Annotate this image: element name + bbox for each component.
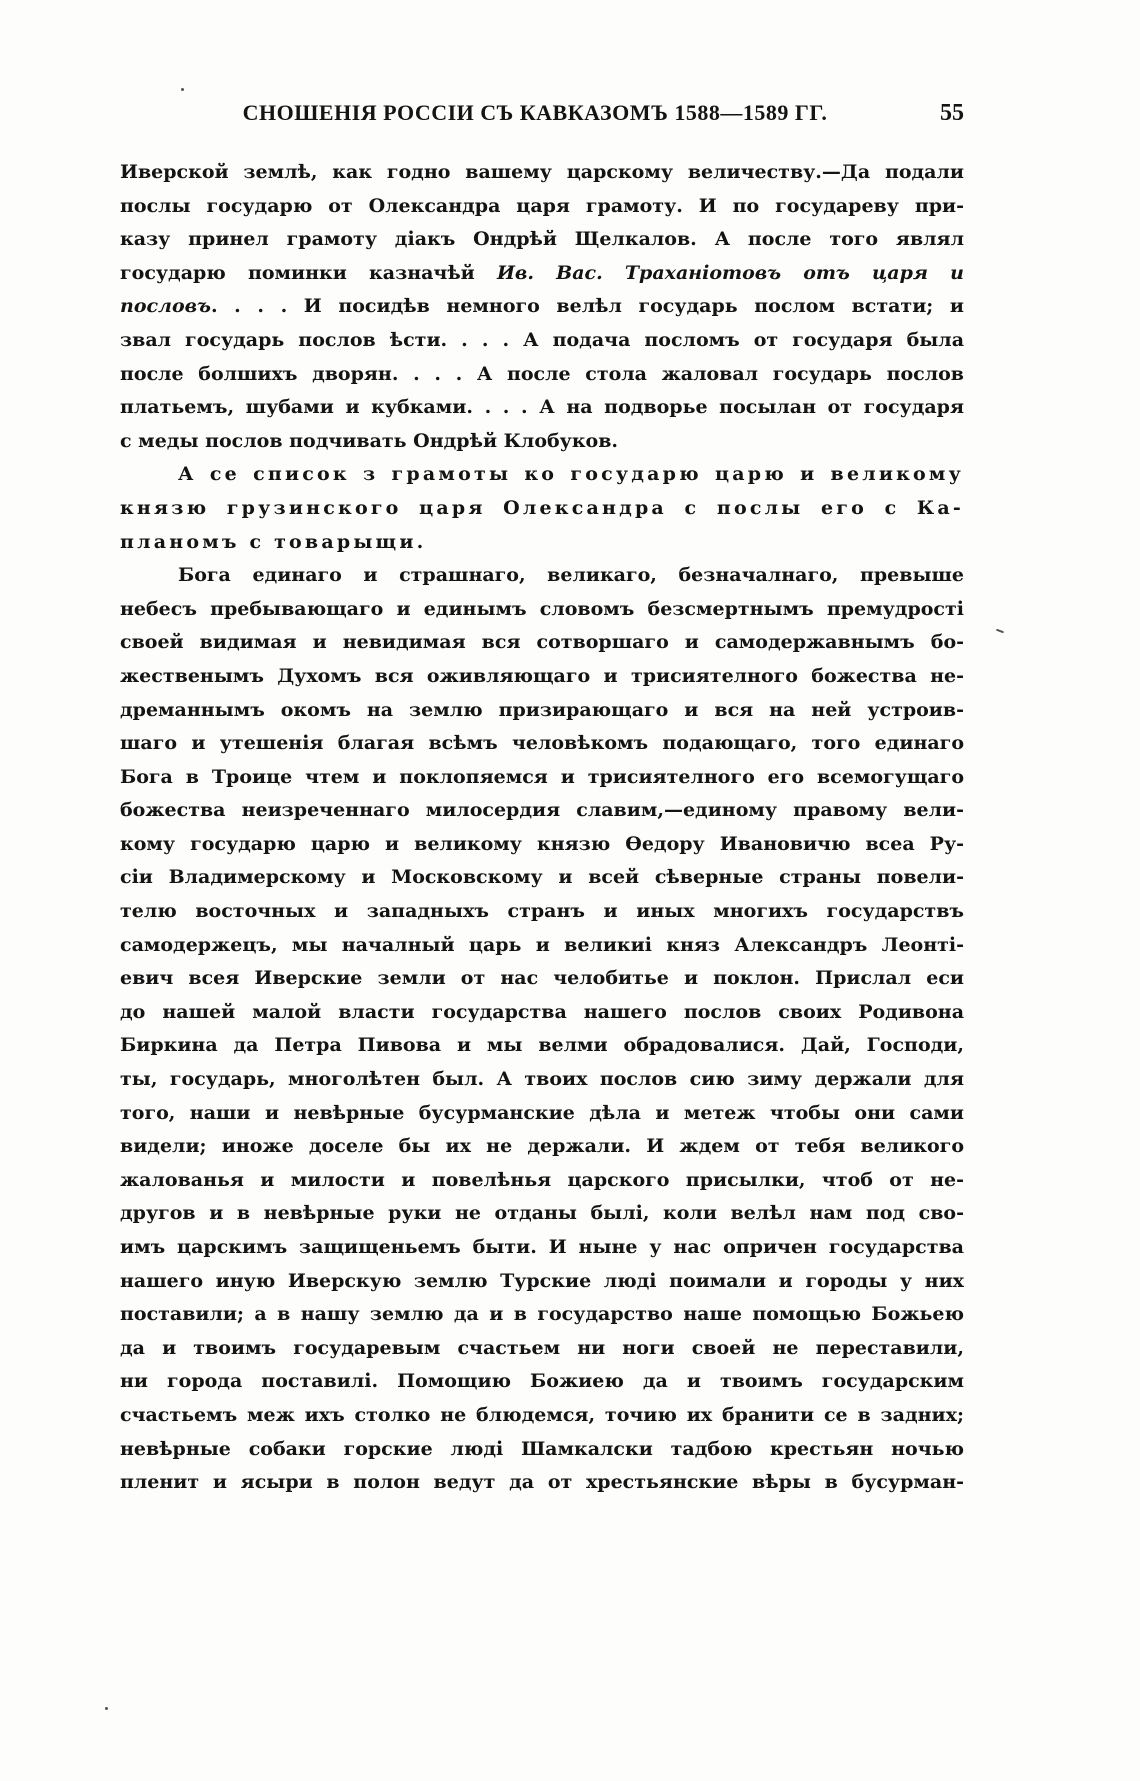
text-line: Биркина да Петра Пивова и мы велми обрадовалися. Дай, Господи, <box>120 1034 964 1057</box>
text-line: жественымъ Духомъ вся оживляющаго и трисиятелного божества не- <box>120 664 964 687</box>
text-line: дреманнымъ окомъ на землю призирающаго и вся на ней устроив- <box>120 698 964 721</box>
text-line: да и твоимъ государевым счастьем ни ноги своей не переставили, <box>120 1336 964 1359</box>
text-line: после болшихъ дворян. . . . А после стола жаловал государь послов <box>120 362 964 385</box>
print-speck <box>996 629 1004 634</box>
document-heading-line: князю грузинского царя Олександра с послы его с Ка- <box>120 496 964 519</box>
running-title: СНОШЕНІЯ РОССІИ СЪ КАВКАЗОМЪ 1588—1589 ГГ. <box>242 100 828 125</box>
document-heading-line: планомъ с товарыщи. <box>120 530 427 553</box>
text-line: Иверской землѣ, как годно вашему царскому величеству.—Да подали <box>120 161 964 183</box>
text-line: видели; иноже доселе бы их не держали. И ждем от тебя великого <box>120 1135 964 1158</box>
text-line: телю восточных и западныхъ странъ и иных многихъ государствъ <box>120 900 964 923</box>
italic-segment: пословъ <box>120 295 211 318</box>
text-line: небесъ пребывающаго и единымъ словомъ безсмертнымъ премудрості <box>120 597 964 620</box>
text-line: нашего иную Иверскую землю Турские люді поимали и городы у них <box>120 1269 964 1292</box>
text-line: шаго и утешенія благая всѣмъ человѣкомъ подающаго, того единаго <box>120 732 964 755</box>
text-line: платьемъ, шубами и кубками. . . . А на подворье посылан от государя <box>120 396 964 419</box>
text-line: имъ царскимъ защищеньемъ быти. И ныне у нас опричен государства <box>120 1236 964 1258</box>
page-header <box>120 100 964 132</box>
text-line: послы государю от Олександра царя грамоту. И по государеву при- <box>120 194 964 217</box>
text-line: евич всея Иверские земли от нас челобитье и поклон. Прислал еси <box>120 967 964 990</box>
text-line: невѣрные собаки горские люді Шамкалски тадбою крестьян ночью <box>120 1437 964 1460</box>
text-line: Бога единаго и страшнаго, великаго, безначалнаго, превыше <box>178 564 964 587</box>
text-segment: государю поминки казначѣй <box>120 261 497 284</box>
text-line: самодержецъ, мы началный царь и великиі княз Александръ Леонті- <box>120 933 964 956</box>
text-line: сіи Владимерскому и Московскому и всей сѣверные страны повели- <box>120 866 964 889</box>
text-line: счастьемъ меж ихъ столко не блюдемся, точию их бранити се в задних; <box>120 1403 964 1426</box>
text-line: другов и в невѣрные руки не отданы былі, коли велѣл нам под сво- <box>120 1202 964 1225</box>
text-line: жалованья и милости и повелѣнья царского присылки, чтоб от не- <box>120 1168 964 1191</box>
text-segment: . . . . И посидѣв немного велѣл государь послом встати; и <box>210 295 964 318</box>
text-line: звал государь послов ѣсти. . . . А подача посломъ от государя была <box>120 328 964 351</box>
document-heading-line: А се список з грамоты ко государю царю и великому <box>178 463 964 486</box>
text-line <box>120 290 964 324</box>
text-line: божества неизреченнаго милосердия славим,—единому правому вели- <box>120 799 964 822</box>
text-line: своей видимая и невидимая вся сотворшаго и самодержавнымъ бо- <box>120 631 964 654</box>
page-number: 55 <box>940 100 964 126</box>
body-text <box>120 156 964 1500</box>
print-speck <box>105 1707 108 1710</box>
text-line: ни города поставилі. Помощию Божиею да и твоимъ государским <box>120 1370 964 1393</box>
text-line <box>120 257 964 291</box>
text-line: казу принел грамоту діакъ Ондрѣй Щелкалов. А после того являл <box>120 228 964 251</box>
print-speck <box>181 88 184 91</box>
text-line: с меды послов подчивать Ондрѣй Клобуков. <box>120 429 619 452</box>
text-line: Бога в Троице чтем и поклопяемся и трисиятелного его всемогущаго <box>120 765 964 788</box>
text-line: пленит и ясыри в полон ведут да от хрестьянские вѣры в бусурман- <box>120 1471 964 1494</box>
text-line: того, наши и невѣрные бусурманские дѣла и метеж чтобы они сами <box>120 1101 964 1124</box>
italic-segment: Ив. Вас. Траханіотовъ отъ царя и <box>496 261 964 284</box>
text-line: поставили; а в нашу землю да и в государство наше помощью Божьею <box>120 1303 964 1326</box>
text-line: кому государю царю и великому князю Ѳедору Ивановичю всеа Ру- <box>120 832 964 855</box>
text-line: ты, государь, многолѣтен был. А твоих послов сию зиму держали для <box>120 1068 964 1091</box>
text-line: до нашей малой власти государства нашего послов своих Родивона <box>120 1000 964 1023</box>
